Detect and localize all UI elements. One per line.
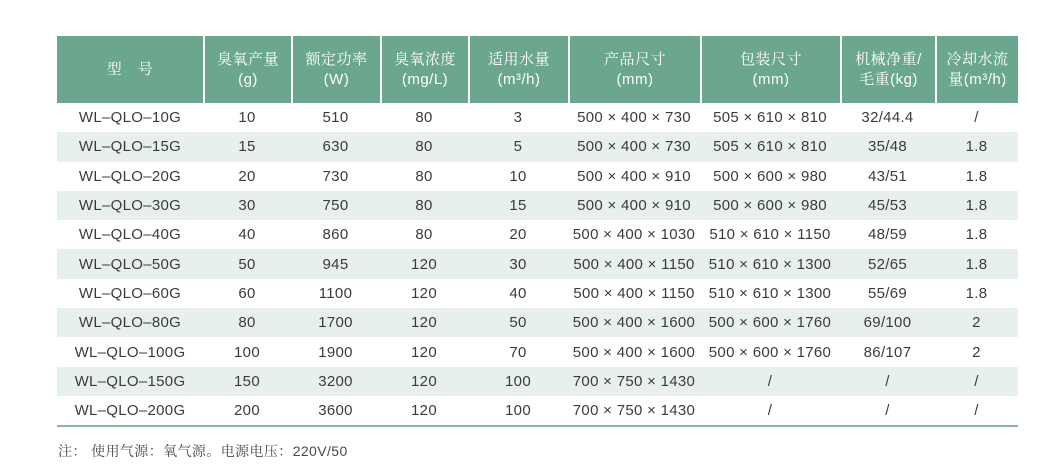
table-cell: 20 [238, 167, 256, 185]
column-header-product-size [568, 36, 700, 103]
table-row [57, 396, 1018, 425]
table-cell: 2 [972, 314, 981, 332]
table-cell: 10 [238, 109, 256, 127]
table-cell: 15 [238, 138, 256, 156]
table-cell: 80 [238, 314, 256, 332]
column-header-line: 臭氧产量 [216, 50, 279, 68]
table-cell: 1.8 [965, 284, 988, 302]
table-cell: 2 [972, 343, 981, 361]
column-header-line: (W) [323, 70, 350, 88]
column-header-line: (g) [238, 70, 258, 88]
column-header-line: 包装尺寸 [739, 50, 802, 68]
table-row [57, 162, 1018, 191]
model-cell: WL–QLO–80G [78, 314, 182, 332]
table-cell: 10 [509, 167, 527, 185]
table-cell: 500 × 400 × 910 [577, 197, 691, 215]
table-cell: / [885, 402, 890, 420]
column-header-rated-power [291, 36, 380, 103]
table-cell: 52/65 [867, 255, 908, 273]
table-row [57, 279, 1018, 308]
model-cell: WL–QLO–10G [78, 109, 182, 127]
table-cell: 120 [411, 255, 437, 273]
table-cell: 60 [238, 284, 256, 302]
column-header-net-gross-weight [840, 36, 935, 103]
table-cell: 40 [238, 226, 256, 244]
column-header-line: 适用水量 [487, 50, 550, 68]
table-cell: 40 [509, 284, 527, 302]
column-header-line: 机械净重/ [855, 50, 922, 68]
model-cell: WL–QLO–50G [78, 255, 182, 273]
table-cell: 505 × 610 × 810 [713, 109, 827, 127]
table-cell: 120 [411, 372, 437, 390]
table-cell: 120 [411, 402, 437, 420]
table-cell: 150 [234, 372, 260, 390]
column-header-line: 冷却水流 [946, 50, 1009, 68]
column-header-line: 臭氧浓度 [393, 50, 456, 68]
table-cell: 750 [322, 197, 349, 215]
table-cell: 55/69 [867, 284, 908, 302]
table-cell: 500 × 400 × 730 [577, 109, 691, 127]
model-cell: WL–QLO–100G [74, 343, 186, 361]
table-cell: 630 [322, 138, 349, 156]
table-cell: 1.8 [965, 255, 988, 273]
table-header-row [57, 36, 1018, 103]
model-cell: WL–QLO–40G [78, 226, 182, 244]
table-cell: 86/107 [863, 343, 912, 361]
table-cell: 500 × 600 × 1760 [708, 343, 832, 361]
table-cell: 510 × 610 × 1150 [709, 226, 831, 244]
model-cell: WL–QLO–20G [78, 167, 182, 185]
table-cell: 80 [415, 226, 433, 244]
table-cell: 500 × 400 × 1150 [573, 284, 695, 302]
column-header-line: (mg/L) [401, 70, 449, 88]
column-header-model [57, 36, 203, 103]
table-cell: 510 × 610 × 1300 [708, 284, 832, 302]
table-cell: 945 [322, 255, 349, 273]
table-cell: 120 [411, 284, 437, 302]
table-cell: / [974, 402, 979, 420]
table-cell: 1.8 [965, 167, 988, 185]
column-header-line: (m³/h) [497, 70, 541, 88]
table-cell: 69/100 [863, 314, 912, 332]
table-cell: 100 [505, 372, 531, 390]
column-header-ozone-output [203, 36, 291, 103]
table-cell: 50 [509, 314, 527, 332]
table-cell: 70 [509, 343, 527, 361]
table-cell: 1900 [318, 343, 353, 361]
table-cell: 500 × 400 × 1030 [572, 226, 696, 244]
table-cell: / [974, 109, 979, 127]
table-cell: 700 × 750 × 1430 [572, 402, 696, 420]
column-header-cooling-water-flow [935, 36, 1018, 103]
model-cell: WL–QLO–150G [74, 372, 186, 390]
table-cell: 120 [411, 314, 437, 332]
column-header-applicable-water [468, 36, 568, 103]
table-cell: 730 [322, 167, 349, 185]
table-cell: 50 [238, 255, 256, 273]
table-cell: 505 × 610 × 810 [713, 138, 827, 156]
column-header-line: 毛重(kg) [859, 70, 918, 88]
table-cell: 500 × 600 × 1760 [708, 314, 832, 332]
model-cell: WL–QLO–60G [78, 284, 182, 302]
column-header-line: (mm) [616, 70, 654, 88]
table-cell: 30 [238, 197, 256, 215]
table-cell: 860 [322, 226, 349, 244]
column-header-line: 型 号 [106, 60, 154, 78]
column-header-ozone-concentration [380, 36, 468, 103]
table-body [57, 103, 1018, 425]
table-row [57, 308, 1018, 337]
table-cell: 100 [505, 402, 531, 420]
table-cell: 100 [234, 343, 260, 361]
table-cell: 1.8 [965, 138, 988, 156]
table-cell: 1.8 [965, 226, 988, 244]
table-cell: / [885, 372, 890, 390]
model-cell: WL–QLO–30G [78, 197, 182, 215]
table-cell: 500 × 400 × 1600 [572, 343, 696, 361]
table-cell: 1.8 [965, 197, 988, 215]
table-cell: 1100 [318, 284, 353, 302]
table-cell: 500 × 400 × 910 [577, 167, 691, 185]
table-cell: 500 × 400 × 1600 [572, 314, 696, 332]
product-spec-table [57, 36, 1018, 427]
table-row [57, 191, 1018, 220]
table-cell: 80 [415, 167, 433, 185]
table-cell: / [767, 402, 773, 420]
table-cell: 1700 [318, 314, 353, 332]
table-cell: 20 [509, 226, 527, 244]
column-header-line: (mm) [752, 70, 790, 88]
table-cell: / [974, 372, 979, 390]
table-row [57, 367, 1018, 396]
table-cell: 5 [513, 138, 523, 156]
table-cell: 15 [509, 197, 527, 215]
table-cell: 80 [415, 109, 433, 127]
table-row [57, 249, 1018, 278]
model-cell: WL–QLO–200G [74, 402, 186, 420]
column-header-line: 额定功率 [305, 50, 368, 68]
table-cell: 30 [509, 255, 527, 273]
table-cell: 510 [322, 109, 349, 127]
table-cell: 80 [415, 138, 433, 156]
table-row [57, 103, 1018, 132]
table-row [57, 337, 1018, 366]
table-cell: 45/53 [867, 197, 908, 215]
footnote: 注： 使用气源：氧气源。电源电压：220V/50 [58, 443, 348, 459]
table-cell: 500 × 600 × 980 [713, 167, 827, 185]
table-cell: 700 × 750 × 1430 [572, 372, 696, 390]
table-cell: 120 [411, 343, 437, 361]
table-row [57, 220, 1018, 249]
column-header-line: 量(m³/h) [948, 70, 1007, 88]
table-cell: 43/51 [867, 167, 908, 185]
table-row [57, 132, 1018, 161]
table-cell: 3600 [318, 402, 353, 420]
column-header-packing-size [700, 36, 840, 103]
model-cell: WL–QLO–15G [78, 138, 182, 156]
table-cell: 3 [513, 109, 523, 127]
table-cell: 500 × 600 × 980 [713, 197, 827, 215]
table-cell: 510 × 610 × 1300 [708, 255, 832, 273]
table-cell: 32/44.4 [861, 109, 914, 127]
table-cell: 200 [234, 402, 260, 420]
table-cell: 35/48 [867, 138, 908, 156]
table-cell: / [767, 372, 773, 390]
table-cell: 80 [415, 197, 433, 215]
table-cell: 500 × 400 × 730 [577, 138, 691, 156]
column-header-line: 产品尺寸 [603, 50, 666, 68]
table-cell: 500 × 400 × 1150 [573, 255, 695, 273]
table-cell: 48/59 [867, 226, 908, 244]
table-cell: 3200 [318, 372, 353, 390]
